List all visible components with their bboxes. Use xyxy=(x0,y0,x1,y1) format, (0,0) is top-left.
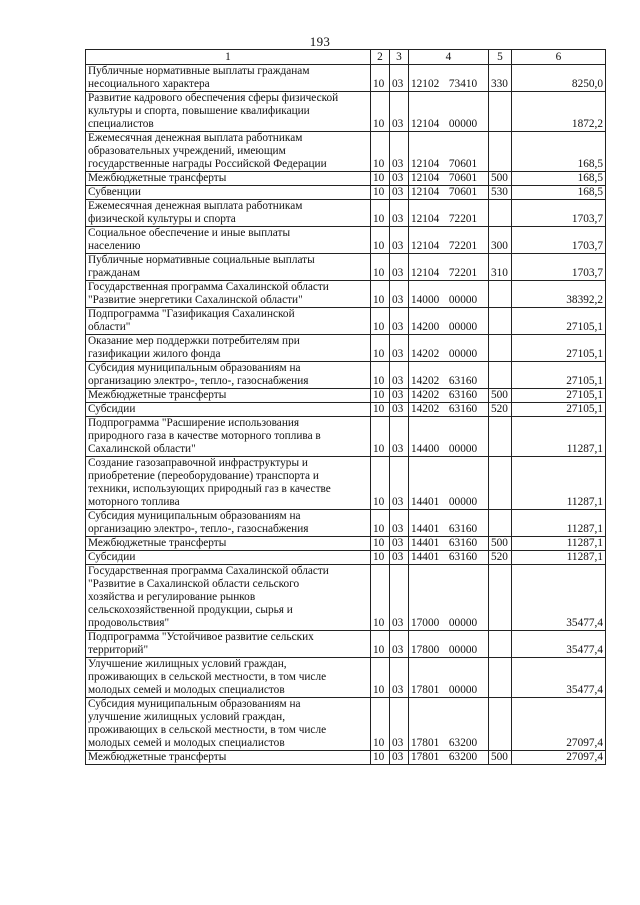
row-expense-type: 500 xyxy=(489,172,512,186)
row-section: 10 xyxy=(371,186,390,200)
row-section: 10 xyxy=(371,551,390,565)
row-amount: 1703,7 xyxy=(512,254,606,281)
row-section: 10 xyxy=(371,172,390,186)
row-subsection: 03 xyxy=(390,281,409,308)
row-amount: 11287,1 xyxy=(512,457,606,510)
table-row xyxy=(86,510,606,537)
table-row xyxy=(86,172,606,186)
row-subsection: 03 xyxy=(390,510,409,537)
table-row xyxy=(86,658,606,698)
row-expense-type xyxy=(489,132,512,172)
row-expense-type xyxy=(489,92,512,132)
row-section: 10 xyxy=(371,537,390,551)
row-section: 10 xyxy=(371,308,390,335)
col-header-target-item: 4 xyxy=(409,50,489,65)
row-expense-type xyxy=(489,565,512,631)
row-target-item: 12104 70601 xyxy=(409,186,489,200)
row-section: 10 xyxy=(371,335,390,362)
row-subsection: 03 xyxy=(390,92,409,132)
row-section: 10 xyxy=(371,200,390,227)
row-section: 10 xyxy=(371,227,390,254)
table-row xyxy=(86,403,606,417)
row-section: 10 xyxy=(371,510,390,537)
col-header-expense-type: 5 xyxy=(489,50,512,65)
row-amount: 11287,1 xyxy=(512,537,606,551)
table-row xyxy=(86,698,606,751)
row-subsection: 03 xyxy=(390,658,409,698)
row-subsection: 03 xyxy=(390,65,409,92)
col-header-amount: 6 xyxy=(512,50,606,65)
row-expense-type xyxy=(489,362,512,389)
row-name: Улучшение жилищных условий граждан, проживающих в сельской местности, в том числе молодых семей и молодых специалистов xyxy=(86,658,371,698)
row-target-item: 12104 70601 xyxy=(409,132,489,172)
row-name: Межбюджетные трансферты xyxy=(86,751,371,765)
row-subsection: 03 xyxy=(390,172,409,186)
row-name: Субсидия муниципальным образованиям на организацию электро-, тепло-, газоснабжения xyxy=(86,362,371,389)
row-target-item: 17800 00000 xyxy=(409,631,489,658)
row-subsection: 03 xyxy=(390,227,409,254)
row-section: 10 xyxy=(371,389,390,403)
row-target-item: 14202 63160 xyxy=(409,389,489,403)
row-subsection: 03 xyxy=(390,631,409,658)
row-target-item: 17000 00000 xyxy=(409,565,489,631)
row-target-item: 14202 00000 xyxy=(409,335,489,362)
row-name: Ежемесячная денежная выплата работникам образовательных учреждений, имеющим государственные награды Российской Федерации xyxy=(86,132,371,172)
row-target-item: 14000 00000 xyxy=(409,281,489,308)
row-name: Субсидия муниципальным образованиям на улучшение жилищных условий граждан, проживающих в сельской местности, в том числе молодых семей и молодых специалистов xyxy=(86,698,371,751)
row-subsection: 03 xyxy=(390,537,409,551)
row-name: Создание газозаправочной инфраструктуры и приобретение (переоборудование) транспорта и техники, использующих природный газ в качестве моторного топлива xyxy=(86,457,371,510)
row-amount: 11287,1 xyxy=(512,417,606,457)
row-expense-type xyxy=(489,335,512,362)
row-section: 10 xyxy=(371,565,390,631)
table-row xyxy=(86,254,606,281)
row-amount: 168,5 xyxy=(512,172,606,186)
row-section: 10 xyxy=(371,92,390,132)
row-expense-type: 520 xyxy=(489,403,512,417)
table-row xyxy=(86,132,606,172)
row-expense-type: 500 xyxy=(489,751,512,765)
row-amount: 1703,7 xyxy=(512,227,606,254)
row-subsection: 03 xyxy=(390,362,409,389)
row-name: Публичные нормативные социальные выплаты гражданам xyxy=(86,254,371,281)
row-amount: 1703,7 xyxy=(512,200,606,227)
table-row xyxy=(86,92,606,132)
row-name: Подпрограмма "Расширение использования природного газа в качестве моторного топлива в Сахалинской области" xyxy=(86,417,371,457)
row-subsection: 03 xyxy=(390,417,409,457)
row-expense-type: 300 xyxy=(489,227,512,254)
row-subsection: 03 xyxy=(390,335,409,362)
row-target-item: 17801 63200 xyxy=(409,698,489,751)
row-expense-type xyxy=(489,698,512,751)
table-row xyxy=(86,631,606,658)
row-name: Государственная программа Сахалинской области "Развитие в Сахалинской области сельского хозяйства и регулирование рынков сельскохозяйственной продукции, сырья и продовольствия" xyxy=(86,565,371,631)
row-amount: 38392,2 xyxy=(512,281,606,308)
row-subsection: 03 xyxy=(390,403,409,417)
row-name: Социальное обеспечение и иные выплаты населению xyxy=(86,227,371,254)
row-name: Подпрограмма "Устойчивое развитие сельских территорий" xyxy=(86,631,371,658)
row-target-item: 14200 00000 xyxy=(409,308,489,335)
row-target-item: 12104 72201 xyxy=(409,200,489,227)
row-subsection: 03 xyxy=(390,254,409,281)
row-target-item: 12104 00000 xyxy=(409,92,489,132)
row-name: Ежемесячная денежная выплата работникам физической культуры и спорта xyxy=(86,200,371,227)
row-subsection: 03 xyxy=(390,551,409,565)
row-target-item: 12104 72201 xyxy=(409,227,489,254)
row-section: 10 xyxy=(371,132,390,172)
table-row xyxy=(86,537,606,551)
table-row xyxy=(86,281,606,308)
row-section: 10 xyxy=(371,417,390,457)
row-subsection: 03 xyxy=(390,389,409,403)
table-row xyxy=(86,362,606,389)
row-name: Государственная программа Сахалинской области "Развитие энергетики Сахалинской области" xyxy=(86,281,371,308)
table-row xyxy=(86,457,606,510)
row-expense-type xyxy=(489,457,512,510)
row-amount: 27097,4 xyxy=(512,751,606,765)
table-body xyxy=(86,65,606,765)
row-target-item: 17801 00000 xyxy=(409,658,489,698)
row-target-item: 12102 73410 xyxy=(409,65,489,92)
row-section: 10 xyxy=(371,457,390,510)
row-name: Субсидии xyxy=(86,403,371,417)
row-target-item: 14202 63160 xyxy=(409,362,489,389)
row-section: 10 xyxy=(371,254,390,281)
row-target-item: 12104 70601 xyxy=(409,172,489,186)
row-expense-type xyxy=(489,510,512,537)
table-row xyxy=(86,551,606,565)
col-header-name: 1 xyxy=(86,50,371,65)
row-amount: 27105,1 xyxy=(512,308,606,335)
row-amount: 11287,1 xyxy=(512,551,606,565)
row-name: Субсидии xyxy=(86,551,371,565)
row-amount: 35477,4 xyxy=(512,565,606,631)
row-expense-type xyxy=(489,308,512,335)
table-row xyxy=(86,65,606,92)
row-amount: 168,5 xyxy=(512,186,606,200)
row-subsection: 03 xyxy=(390,565,409,631)
table-row xyxy=(86,200,606,227)
row-section: 10 xyxy=(371,403,390,417)
row-expense-type: 330 xyxy=(489,65,512,92)
row-target-item: 14401 63160 xyxy=(409,510,489,537)
row-expense-type xyxy=(489,658,512,698)
row-amount: 27105,1 xyxy=(512,335,606,362)
table-row xyxy=(86,335,606,362)
row-target-item: 14401 63160 xyxy=(409,551,489,565)
row-subsection: 03 xyxy=(390,308,409,335)
row-section: 10 xyxy=(371,658,390,698)
row-section: 10 xyxy=(371,281,390,308)
row-subsection: 03 xyxy=(390,457,409,510)
row-expense-type xyxy=(489,281,512,308)
row-amount: 1872,2 xyxy=(512,92,606,132)
row-expense-type: 500 xyxy=(489,537,512,551)
row-target-item: 14401 63160 xyxy=(409,537,489,551)
row-name: Субсидия муниципальным образованиям на организацию электро-, тепло-, газоснабжения xyxy=(86,510,371,537)
row-name: Межбюджетные трансферты xyxy=(86,537,371,551)
row-section: 10 xyxy=(371,631,390,658)
row-target-item: 12104 72201 xyxy=(409,254,489,281)
row-target-item: 14400 00000 xyxy=(409,417,489,457)
col-header-subsection: 3 xyxy=(390,50,409,65)
table-row xyxy=(86,186,606,200)
row-amount: 35477,4 xyxy=(512,631,606,658)
budget-table xyxy=(85,49,606,765)
row-amount: 27105,1 xyxy=(512,389,606,403)
row-amount: 11287,1 xyxy=(512,510,606,537)
row-subsection: 03 xyxy=(390,751,409,765)
row-subsection: 03 xyxy=(390,200,409,227)
row-amount: 35477,4 xyxy=(512,658,606,698)
row-subsection: 03 xyxy=(390,132,409,172)
table-row xyxy=(86,417,606,457)
row-expense-type xyxy=(489,631,512,658)
row-name: Межбюджетные трансферты xyxy=(86,389,371,403)
row-section: 10 xyxy=(371,698,390,751)
table-row xyxy=(86,308,606,335)
table-row xyxy=(86,389,606,403)
row-name: Межбюджетные трансферты xyxy=(86,172,371,186)
row-name: Публичные нормативные выплаты гражданам несоциального характера xyxy=(86,65,371,92)
row-name: Субвенции xyxy=(86,186,371,200)
row-expense-type: 520 xyxy=(489,551,512,565)
row-amount: 8250,0 xyxy=(512,65,606,92)
page-number: 193 xyxy=(309,34,331,49)
table-header-row xyxy=(86,50,606,65)
row-section: 10 xyxy=(371,65,390,92)
row-name: Развитие кадрового обеспечения сферы физической культуры и спорта, повышение квалификации специалистов xyxy=(86,92,371,132)
row-amount: 27097,4 xyxy=(512,698,606,751)
row-name: Подпрограмма "Газификация Сахалинской области" xyxy=(86,308,371,335)
row-expense-type: 310 xyxy=(489,254,512,281)
col-header-section: 2 xyxy=(371,50,390,65)
table-row xyxy=(86,751,606,765)
row-amount: 27105,1 xyxy=(512,362,606,389)
row-expense-type xyxy=(489,417,512,457)
row-section: 10 xyxy=(371,362,390,389)
row-target-item: 14401 00000 xyxy=(409,457,489,510)
row-section: 10 xyxy=(371,751,390,765)
row-amount: 168,5 xyxy=(512,132,606,172)
row-subsection: 03 xyxy=(390,186,409,200)
row-expense-type xyxy=(489,200,512,227)
row-expense-type: 500 xyxy=(489,389,512,403)
row-expense-type: 530 xyxy=(489,186,512,200)
row-name: Оказание мер поддержки потребителям при газификации жилого фонда xyxy=(86,335,371,362)
row-target-item: 14202 63160 xyxy=(409,403,489,417)
table-row xyxy=(86,565,606,631)
table-row xyxy=(86,227,606,254)
row-amount: 27105,1 xyxy=(512,403,606,417)
row-subsection: 03 xyxy=(390,698,409,751)
row-target-item: 17801 63200 xyxy=(409,751,489,765)
